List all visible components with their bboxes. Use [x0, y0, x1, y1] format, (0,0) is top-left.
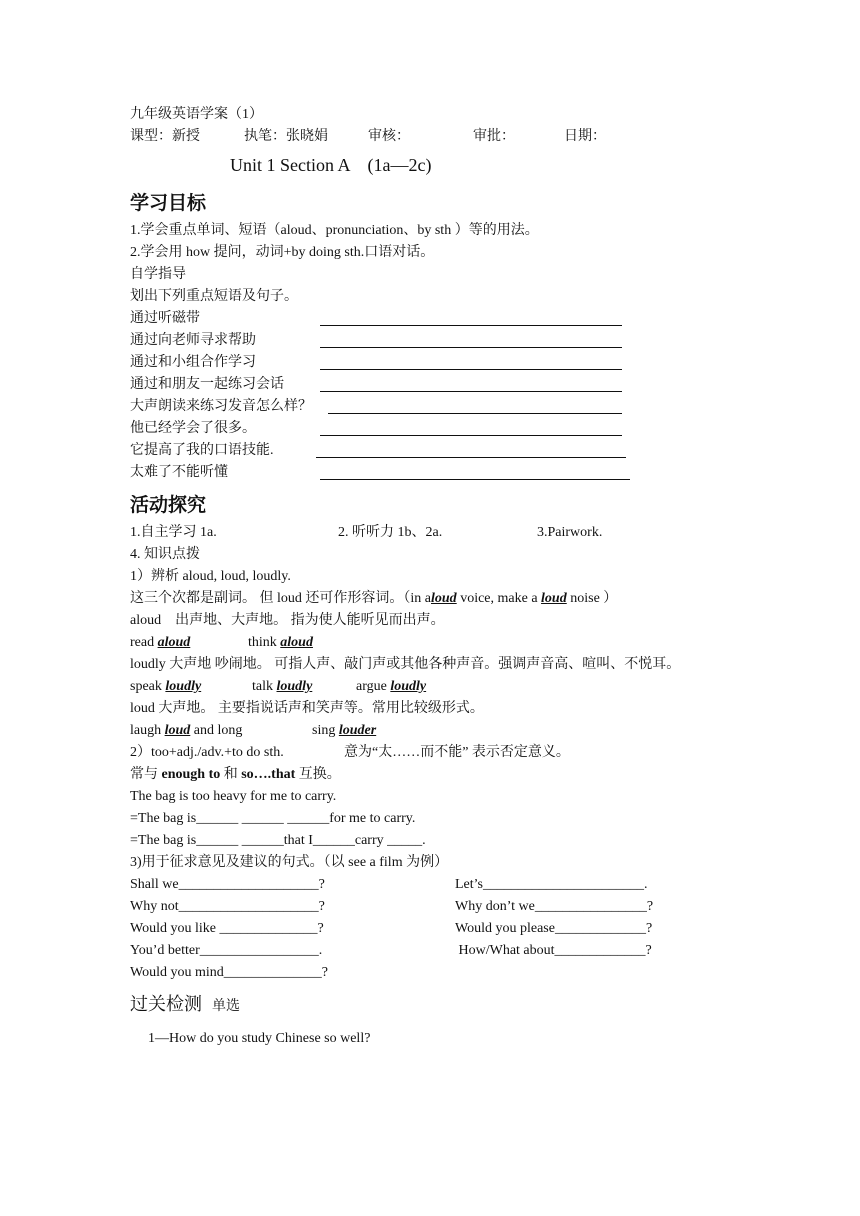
phrase-row	[130, 308, 740, 330]
knowledge-title: 4. 知识点拨	[130, 547, 200, 562]
phrase-row	[130, 330, 740, 352]
intro-text: noise ）	[566, 591, 618, 606]
phrase-row	[130, 462, 740, 484]
aloud-description: aloud 出声地、大声地。 指为使人能听见而出声。	[130, 613, 445, 628]
phrase-row	[130, 374, 740, 396]
point1-title: 1）辨析 aloud, loud, loudly.	[130, 569, 291, 584]
suggestion-fill[interactable]: You’d better_________________.	[130, 943, 323, 958]
phrase-row	[130, 396, 740, 418]
swap-text: 和	[220, 767, 242, 782]
answer-blank[interactable]	[328, 413, 622, 414]
point2-row	[130, 742, 740, 764]
test-heading	[130, 988, 740, 1022]
phrase-text: 通过和朋友一起练习会话	[130, 377, 284, 392]
swap-text: 常与	[130, 767, 162, 782]
point3-title: 3)用于征求意见及建议的句式。（以 see a film 为例）	[130, 855, 449, 870]
swap-text: 互换。	[295, 767, 341, 782]
answer-blank[interactable]	[320, 479, 630, 480]
phrase-text: 太难了不能听懂	[130, 465, 228, 480]
intro-text: voice, make a	[456, 591, 542, 606]
phrase-text: 通过听磁带	[130, 311, 200, 326]
guide-title: 自学指导	[130, 267, 186, 282]
example-word: loud	[164, 723, 191, 738]
unit-title: Unit 1 Section A (1a—2c)	[230, 155, 432, 175]
example-word: loudly	[390, 679, 427, 694]
swap-keyword: so….that	[241, 767, 296, 782]
fill-sentence[interactable]: =The bag is______ ______that I______carry _____.	[130, 833, 426, 848]
phrase-row	[130, 418, 740, 440]
worksheet-title: 九年级英语学案（1）	[130, 107, 263, 122]
example-sentence: The bag is too heavy for me to carry.	[130, 789, 337, 804]
suggestion-fill[interactable]: Let’s_______________________.	[455, 877, 648, 892]
worksheet-page	[130, 104, 740, 1050]
answer-blank[interactable]	[320, 325, 622, 326]
phrase-row	[130, 440, 740, 462]
fill-sentence[interactable]: =The bag is______ ______ ______for me to carry.	[130, 811, 416, 826]
answer-blank[interactable]	[316, 457, 626, 458]
example-verb: sing	[312, 723, 339, 738]
example-word: louder	[338, 723, 377, 738]
loudly-examples	[130, 676, 740, 698]
phrase-text: 大声朗读来练习发音怎么样？	[130, 399, 312, 414]
header-meta-row	[130, 126, 740, 148]
course-type: 课型：新授	[130, 129, 200, 144]
example-word: aloud	[280, 635, 313, 650]
swap-keyword: enough to	[161, 767, 221, 782]
example-verb: read	[130, 635, 158, 650]
suggestion-fill[interactable]: How/What about_____________?	[455, 943, 652, 958]
review-label: 审核：	[368, 129, 410, 144]
goal-item: 1.学会重点单词、短语（aloud、pronunciation、by sth ）等的用法。	[130, 223, 539, 238]
date-label: 日期：	[564, 129, 606, 144]
suggestion-fill[interactable]: Why don’t we________________?	[455, 899, 654, 914]
suggestion-fill[interactable]: Shall we____________________?	[130, 877, 325, 892]
suggestion-row	[130, 874, 740, 896]
goal-item: 2.学会用 how 提问，动词+by doing sth.口语对话。	[130, 245, 435, 260]
answer-blank[interactable]	[320, 369, 622, 370]
aloud-examples	[130, 632, 740, 654]
example-verb: speak	[130, 679, 166, 694]
example-verb: argue	[356, 679, 391, 694]
example-verb: talk	[252, 679, 277, 694]
suggestion-row	[130, 940, 740, 962]
task-item: 2. 听听力 1b、2a.	[338, 525, 443, 540]
test-title: 过关检测	[130, 994, 202, 1015]
example-verb: think	[248, 635, 281, 650]
approval-label: 审批：	[473, 129, 515, 144]
activities-heading: 活动探究	[130, 494, 207, 516]
suggestion-row	[130, 918, 740, 940]
task-item: 3.Pairwork.	[537, 525, 603, 540]
phrase-text: 通过向老师寻求帮助	[130, 333, 256, 348]
example-word: loudly	[165, 679, 202, 694]
task-item: 1.自主学习 1a.	[130, 525, 217, 540]
example-word: loud	[431, 591, 457, 606]
phrase-text: 它提高了我的口语技能.	[130, 443, 274, 458]
point2-swap	[130, 764, 740, 786]
answer-blank[interactable]	[320, 391, 622, 392]
tasks-row	[130, 522, 740, 544]
question-1: 1—How do you study Chinese so well?	[148, 1031, 371, 1046]
test-subtitle: 单选	[212, 998, 240, 1014]
loud-description: loud 大声地。 主要指说话声和笑声等。常用比较级形式。	[130, 701, 484, 716]
phrase-text: 他已经学会了很多。	[130, 421, 256, 436]
suggestion-fill[interactable]: Would you mind______________?	[130, 965, 328, 980]
example-text: and long	[190, 723, 243, 738]
intro-text: 这三个次都是副词。 但 loud 还可作形容词。（in a	[130, 591, 431, 606]
author: 执笔：张晓娟	[244, 129, 328, 144]
goals-heading: 学习目标	[130, 192, 207, 214]
example-word: aloud	[157, 635, 191, 650]
point2-meaning: 意为“太……而不能” 表示否定意义。	[344, 745, 570, 760]
point2-title: 2）too+adj./adv.+to do sth.	[130, 745, 284, 760]
phrase-text: 通过和小组合作学习	[130, 355, 256, 370]
loud-examples	[130, 720, 740, 742]
suggestion-fill[interactable]: Would you like ______________?	[130, 921, 324, 936]
suggestion-row	[130, 962, 740, 984]
answer-blank[interactable]	[320, 347, 622, 348]
suggestion-fill[interactable]: Would you please_____________?	[455, 921, 653, 936]
point1-intro	[130, 588, 740, 610]
loudly-description: loudly 大声地 吵闹地。 可指人声、敲门声或其他各种声音。强调声音高、喧叫、不悦耳。	[130, 657, 681, 672]
example-word: loudly	[276, 679, 313, 694]
example-word: loud	[541, 591, 567, 606]
answer-blank[interactable]	[320, 435, 622, 436]
suggestion-row	[130, 896, 740, 918]
suggestion-fill[interactable]: Why not____________________?	[130, 899, 325, 914]
phrase-row	[130, 352, 740, 374]
guide-instruction: 划出下列重点短语及句子。	[130, 289, 298, 304]
example-verb: laugh	[130, 723, 165, 738]
